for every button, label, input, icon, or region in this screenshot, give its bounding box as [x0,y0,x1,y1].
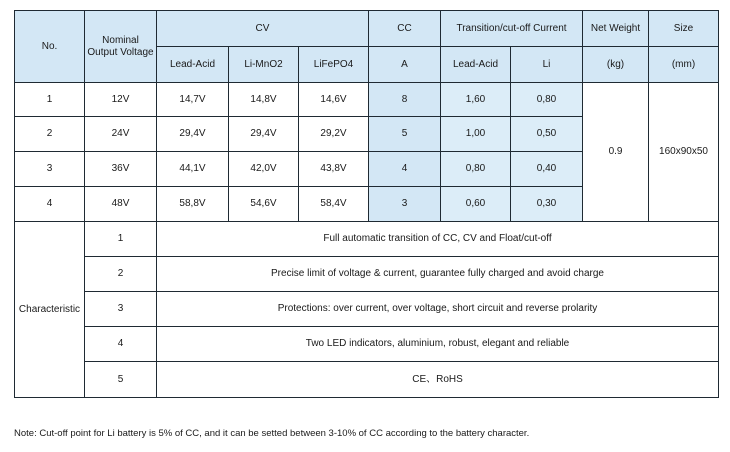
row-tc-li: 0,40 [511,152,583,187]
characteristic-no: 5 [85,362,157,398]
row-cv-lead-acid: 29,4V [157,117,229,152]
row-cv-lifepo4: 29,2V [299,117,369,152]
characteristic-label: Characteristic [15,222,85,398]
row-no: 4 [15,187,85,222]
header-cv-lifepo4: LiFePO4 [299,47,369,83]
characteristic-row [15,257,719,292]
net-weight-value: 0.9 [583,83,649,222]
characteristic-text: Two LED indicators, aluminium, robust, elegant and reliable [157,327,719,362]
characteristic-row [15,222,719,257]
characteristic-no: 4 [85,327,157,362]
characteristic-text: CE、RoHS [157,362,719,398]
header-nominal-line2: Output Voltage [87,46,154,58]
table-row [15,83,719,117]
row-no: 1 [15,83,85,117]
size-value: 160x90x50 [649,83,719,222]
header-net-weight-unit: (kg) [583,47,649,83]
characteristic-row [15,327,719,362]
header-size: Size [649,11,719,47]
header-row-top [15,11,719,47]
header-cc: CC [369,11,441,47]
characteristic-no: 2 [85,257,157,292]
row-cv-lifepo4: 43,8V [299,152,369,187]
header-cv-li-mno2: Li-MnO2 [229,47,299,83]
row-cv-li-mno2: 54,6V [229,187,299,222]
row-tc-lead-acid: 0,60 [441,187,511,222]
row-cc: 5 [369,117,441,152]
row-tc-lead-acid: 1,00 [441,117,511,152]
row-cv-lead-acid: 14,7V [157,83,229,117]
header-size-unit: (mm) [649,47,719,83]
header-no: No. [15,11,85,83]
row-tc-li: 0,50 [511,117,583,152]
spec-table [14,10,719,398]
row-cv-li-mno2: 14,8V [229,83,299,117]
header-nominal-voltage [85,11,157,83]
header-net-weight: Net Weight [583,11,649,47]
header-cc-unit: A [369,47,441,83]
row-cv-li-mno2: 42,0V [229,152,299,187]
row-cc: 4 [369,152,441,187]
characteristic-row [15,362,719,398]
row-tc-lead-acid: 0,80 [441,152,511,187]
row-voltage: 24V [85,117,157,152]
row-cc: 8 [369,83,441,117]
row-cc: 3 [369,187,441,222]
row-cv-lead-acid: 58,8V [157,187,229,222]
header-tc-li: Li [511,47,583,83]
characteristic-text: Full automatic transition of CC, CV and Float/cut-off [157,222,719,257]
header-nominal-line1: Nominal [102,34,139,46]
characteristic-text: Precise limit of voltage & current, guarantee fully charged and avoid charge [157,257,719,292]
header-cv-lead-acid: Lead-Acid [157,47,229,83]
header-transition-current: Transition/cut-off Current [441,11,583,47]
row-no: 2 [15,117,85,152]
row-tc-li: 0,80 [511,83,583,117]
row-voltage: 48V [85,187,157,222]
row-cv-li-mno2: 29,4V [229,117,299,152]
characteristic-row [15,292,719,327]
header-cv: CV [157,11,369,47]
characteristic-no: 1 [85,222,157,257]
characteristic-no: 3 [85,292,157,327]
header-tc-lead-acid: Lead-Acid [441,47,511,83]
row-tc-lead-acid: 1,60 [441,83,511,117]
characteristic-text: Protections: over current, over voltage, short circuit and reverse prolarity [157,292,719,327]
row-cv-lead-acid: 44,1V [157,152,229,187]
row-tc-li: 0,30 [511,187,583,222]
footnote: Note: Cut-off point for Li battery is 5% of CC, and it can be setted between 3-10% of CC according to the battery character. [14,428,530,439]
row-voltage: 12V [85,83,157,117]
row-voltage: 36V [85,152,157,187]
row-cv-lifepo4: 58,4V [299,187,369,222]
row-cv-lifepo4: 14,6V [299,83,369,117]
row-no: 3 [15,152,85,187]
